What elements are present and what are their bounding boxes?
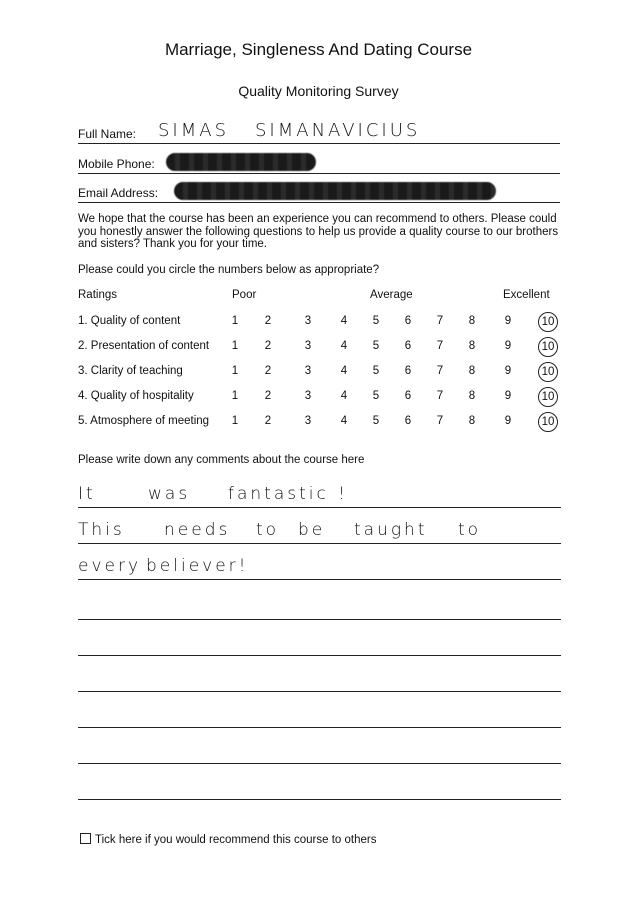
rating-option-4[interactable]: 4: [340, 340, 348, 352]
rating-option-4[interactable]: 4: [340, 415, 348, 427]
rating-option-8[interactable]: 8: [468, 390, 476, 402]
rating-option-1[interactable]: 1: [231, 415, 239, 427]
handwritten-word: This: [78, 520, 125, 540]
redaction-mark: [166, 153, 316, 171]
mobile-phone-label: Mobile Phone:: [78, 157, 155, 171]
survey-title: Marriage, Singleness And Dating Course: [164, 40, 473, 59]
rating-option-3[interactable]: 3: [304, 340, 312, 352]
comment-line[interactable]: [78, 741, 561, 764]
ratings-heading: Ratings: [78, 289, 117, 301]
rating-option-6[interactable]: 6: [404, 340, 412, 352]
rating-option-10[interactable]: 10: [538, 337, 558, 357]
rating-option-3[interactable]: 3: [304, 390, 312, 402]
handwritten-word: needs: [164, 520, 231, 540]
rating-option-5[interactable]: 5: [372, 315, 380, 327]
handwritten-word: believer!: [146, 556, 249, 576]
rating-option-2[interactable]: 2: [264, 365, 272, 377]
rating-option-4[interactable]: 4: [340, 390, 348, 402]
recommend-checkbox[interactable]: [80, 833, 91, 844]
recommend-row[interactable]: [80, 833, 376, 846]
rating-row: [78, 390, 568, 410]
rating-option-9[interactable]: 9: [504, 365, 512, 377]
average-heading: Average: [370, 289, 413, 301]
comment-line[interactable]: [78, 521, 561, 544]
full-name-last: SIMANAVICIUS: [255, 120, 421, 141]
rating-option-3[interactable]: 3: [304, 315, 312, 327]
rating-option-7[interactable]: 7: [436, 365, 444, 377]
recommend-label: Tick here if you would recommend this course to others: [95, 834, 377, 846]
rating-option-9[interactable]: 9: [504, 415, 512, 427]
rating-option-9[interactable]: 9: [504, 390, 512, 402]
rating-label: 1. Quality of content: [78, 315, 181, 327]
handwritten-word: was: [148, 484, 191, 504]
rating-option-4[interactable]: 4: [340, 315, 348, 327]
rating-option-7[interactable]: 7: [436, 390, 444, 402]
rating-option-9[interactable]: 9: [504, 315, 512, 327]
full-name-first: SIMAS: [158, 120, 230, 141]
rating-option-1[interactable]: 1: [231, 340, 239, 352]
rating-row: [78, 365, 568, 385]
rating-row: [78, 315, 568, 335]
poor-heading: Poor: [232, 289, 257, 301]
rating-option-9[interactable]: 9: [504, 340, 512, 352]
survey-subtitle: Quality Monitoring Survey: [238, 83, 399, 99]
handwritten-word: !: [338, 484, 348, 504]
rating-option-6[interactable]: 6: [404, 365, 412, 377]
handwritten-word: to: [458, 520, 482, 540]
rating-label: 3. Clarity of teaching: [78, 365, 183, 377]
rating-option-10[interactable]: 10: [538, 312, 558, 332]
rating-row: [78, 415, 568, 435]
handwritten-word: taught: [354, 520, 428, 540]
rating-option-10[interactable]: 10: [538, 362, 558, 382]
rating-option-8[interactable]: 8: [468, 315, 476, 327]
comment-line[interactable]: [78, 705, 561, 728]
intro-paragraph: We hope that the course has been an experience you can recommend to others. Please could you honestly answer the following questions to help us provide a quality course to our brothers and sisters? Thank you for your time.: [78, 213, 559, 250]
full-name-label: Full Name:: [78, 127, 137, 141]
rating-option-7[interactable]: 7: [436, 340, 444, 352]
redaction-mark: [174, 182, 496, 200]
rating-option-4[interactable]: 4: [340, 365, 348, 377]
email-label: Email Address:: [78, 186, 159, 200]
rating-option-8[interactable]: 8: [468, 365, 476, 377]
rating-option-1[interactable]: 1: [231, 390, 239, 402]
rating-option-1[interactable]: 1: [231, 365, 239, 377]
rating-option-3[interactable]: 3: [304, 415, 312, 427]
ratings-header: [78, 289, 568, 309]
handwritten-word: be: [298, 520, 326, 540]
rating-option-6[interactable]: 6: [404, 390, 412, 402]
handwritten-word: every: [78, 556, 142, 576]
comments-label: Please write down any comments about the course here: [78, 454, 365, 466]
handwritten-word: to: [256, 520, 280, 540]
mobile-phone-field[interactable]: [78, 151, 560, 174]
rating-label: 4. Quality of hospitality: [78, 390, 194, 402]
rating-option-1[interactable]: 1: [231, 315, 239, 327]
full-name-field[interactable]: [78, 121, 560, 144]
rating-option-7[interactable]: 7: [436, 415, 444, 427]
rating-option-6[interactable]: 6: [404, 315, 412, 327]
rating-label: 5. Atmosphere of meeting: [78, 415, 210, 427]
comment-line[interactable]: [78, 597, 561, 620]
rating-option-8[interactable]: 8: [468, 415, 476, 427]
comment-line[interactable]: [78, 485, 561, 508]
handwritten-word: It: [78, 484, 96, 504]
rating-option-7[interactable]: 7: [436, 315, 444, 327]
rating-option-5[interactable]: 5: [372, 415, 380, 427]
rating-option-2[interactable]: 2: [264, 415, 272, 427]
comment-line[interactable]: [78, 777, 561, 800]
email-field[interactable]: [78, 180, 560, 203]
rating-option-5[interactable]: 5: [372, 340, 380, 352]
rating-row: [78, 340, 568, 360]
instruction-text: Please could you circle the numbers below as appropriate?: [78, 264, 380, 276]
excellent-heading: Excellent: [503, 289, 550, 301]
rating-option-10[interactable]: 10: [538, 387, 558, 407]
rating-option-3[interactable]: 3: [304, 365, 312, 377]
rating-option-6[interactable]: 6: [404, 415, 412, 427]
rating-option-2[interactable]: 2: [264, 390, 272, 402]
rating-option-5[interactable]: 5: [372, 390, 380, 402]
handwritten-word: fantastic: [228, 484, 329, 504]
comment-line[interactable]: [78, 669, 561, 692]
comment-line[interactable]: [78, 557, 561, 580]
rating-option-2[interactable]: 2: [264, 315, 272, 327]
rating-option-5[interactable]: 5: [372, 365, 380, 377]
rating-option-8[interactable]: 8: [468, 340, 476, 352]
comment-line[interactable]: [78, 633, 561, 656]
rating-label: 2. Presentation of content: [78, 340, 210, 352]
rating-option-2[interactable]: 2: [264, 340, 272, 352]
rating-option-10[interactable]: 10: [538, 412, 558, 432]
